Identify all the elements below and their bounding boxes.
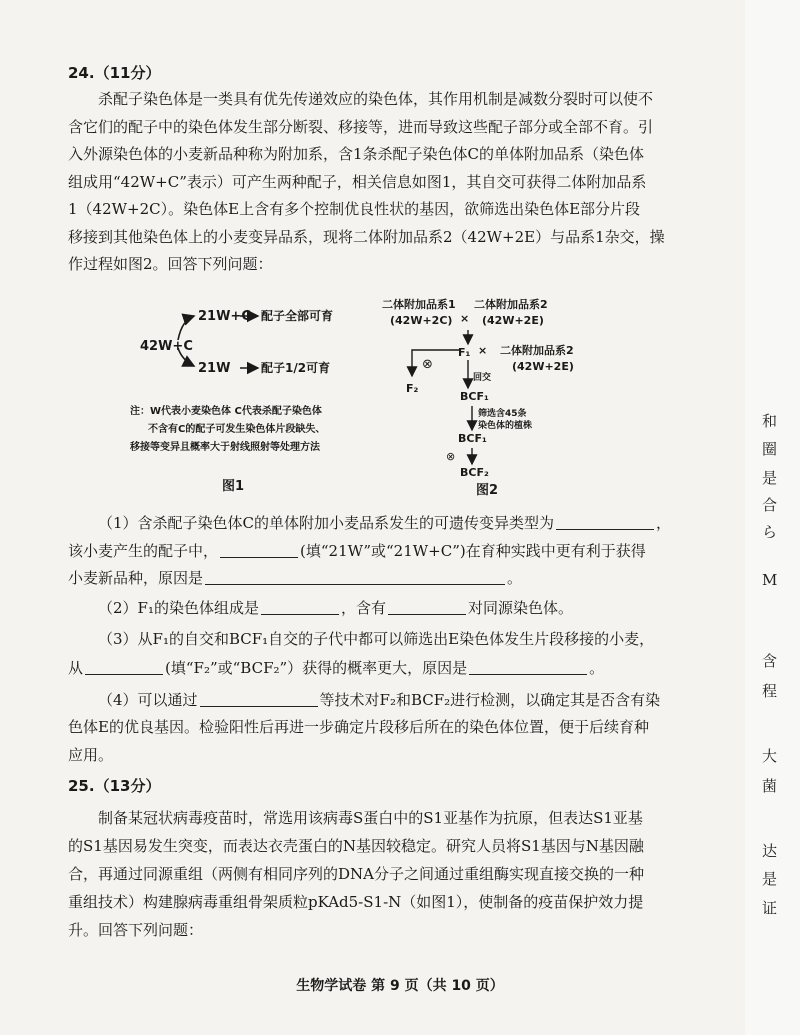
margin-glyph: 大 [762,747,778,765]
margin-glyph: 合 [762,496,778,514]
fig2-p2-name: 二体附加品系2 [474,298,548,311]
sub3-line-1: （3）从F₁的自交和BCF₁自交的子代中都可以筛选出E染色体发生片段移接的小麦， [98,630,655,648]
fig2-bcf1-b: BCF₁ [458,432,487,445]
answer-blank-7[interactable] [469,658,587,675]
sub1-line-1 [98,512,671,533]
sub2-text-2: ，含有 [340,599,386,617]
margin-glyph: 含 [762,652,778,670]
page-footer: 生物学试卷 第 9 页（共 10 页） [296,978,504,994]
intro-line-1: 杀配子染色体是一类具有优先传递效应的染色体，其作用机制是减数分裂时可以使不 [98,90,654,108]
intro-line-7: 作过程如图2。回答下列问题： [68,255,273,273]
question-24-header: 24.（11分） [68,64,161,82]
margin-glyph: ら [762,523,778,541]
fig2-backcross: 回交 [473,373,492,383]
fig2-arrow-f2 [412,350,460,376]
margin-glyph: 达 [762,842,778,860]
margin-glyph: 是 [762,870,778,888]
sub2-text-1: （2）F₁的染色体组成是 [98,599,259,617]
fig2-selfing-2: ⊗ [446,450,456,463]
answer-blank-4[interactable] [261,598,339,615]
intro-line-4: 组成用“42W+C”表示）可产生两种配子，相关信息如图1，其自交可获得二体附加品系 [68,173,647,191]
sub1-text-1: （1）含杀配子染色体C的单体附加小麦品系发生的可遗传变异类型为 [98,514,555,532]
q25-line-5: 升。回答下列问题： [68,921,204,939]
answer-blank-5[interactable] [388,598,466,615]
sub1-text-5: 小麦新品种，原因是 [68,569,204,587]
intro-line-6: 移接到其他染色体上的小麦变异品系，现将二体附加品系2（42W+2E）与品系1杂交，操 [68,228,665,246]
sub4-text-1: （4）可以通过 [98,691,198,709]
margin-glyph: 证 [762,899,778,917]
fig1-top-result: 配子全部可育 [261,309,334,323]
q25-line-2: 的S1基因易发生突变，而表达衣壳蛋白的N基因较稳定。研究人员将S1基因与N基因融 [68,837,644,855]
sub4-line-3: 应用。 [68,746,114,764]
fig2-label: 图2 [476,483,499,498]
fig2-screen-2: 染色体的植株 [478,421,533,431]
sub1-text-4: (填“21W”或“21W+C”)在育种实践中更有利于获得 [300,542,646,560]
sub4-line-2: 色体E的优良基因。检验阳性后再进一步确定片段移后所在的染色体位置，便于后续育种 [68,718,649,736]
question-25-header: 25.（13分） [68,777,161,795]
margin-glyph: 是 [762,469,778,487]
margin-glyph: 圈 [762,440,778,458]
margin-glyph: 和 [762,412,778,430]
fig1-branch-top: 21W+C [198,309,251,324]
fig1-parent: 42W+C [140,339,193,354]
margin-glyph: M [762,571,778,589]
intro-line-3: 入外源染色体的小麦新品种称为附加系，含1条杀配子染色体C的单体附加品系（染色体 [68,145,645,163]
fig2-cross-1: × [460,312,470,325]
sub1-line-2 [68,540,646,561]
q25-line-4: 重组技术）构建腺病毒重组骨架质粒pKAd5-S1-N（如图1），使制备的疫苗保护效力提 [68,893,644,911]
intro-line-2: 含它们的配子中的染色体发生部分断裂、移接等，进而导致这些配子部分或全部不育。引 [68,118,654,136]
answer-blank-2[interactable] [220,541,298,558]
intro-line-5: 1（42W+2C）。染色体E上含有多个控制优良性状的基因，欲筛选出染色体E部分片段 [68,200,641,218]
fig2-p1-formula: (42W+2C) [390,314,453,327]
fig2-p2-formula: (42W+2E) [482,314,544,327]
fig1-bottom-result: 配子1/2可育 [261,361,331,375]
fig1-note-3: 移接等变异且概率大于射线照射等处理方法 [130,442,320,453]
sub4-line-1 [98,689,660,710]
fig2-bcf1: BCF₁ [460,390,489,403]
fig2-screen-1: 筛选含45条 [478,409,527,419]
figure-2 [382,297,574,498]
sub3-text-2: (填“F₂”或“BCF₂”）获得的概率更大，原因是 [165,659,468,677]
fig2-f2: F₂ [406,382,419,395]
sub1-text-3: 该小麦产生的配子中， [68,542,219,560]
fig2-f1: F₁ [458,346,471,359]
fig2-p1-name: 二体附加品系1 [382,298,456,311]
fig2-selfing-1: ⊗ [422,357,433,372]
fig2-p3-name: 二体附加品系2 [500,344,574,357]
fig2-p3-formula: (42W+2E) [512,360,574,373]
q25-line-1: 制备某冠状病毒疫苗时，常选用该病毒S蛋白中的S1亚基作为抗原，但表达S1亚基 [98,809,643,827]
sub1-text-6: 。 [507,569,523,587]
sub1-line-3 [68,567,522,588]
figures [120,288,680,506]
sub2-line [98,597,573,618]
answer-blank-1[interactable] [556,513,654,530]
sub1-text-2: ， [656,514,672,532]
figure-1 [129,308,333,494]
fig1-label: 图1 [222,479,245,494]
sub3-text-3: 。 [589,659,605,677]
sub3-text-1: 从 [68,659,84,677]
q25-line-3: 合，再通过同源重组（两侧有相同序列的DNA分子之间通过重组酶实现直接交换的一种 [68,865,644,883]
fig1-branch-bottom: 21W [198,361,231,376]
fig1-arrow-top [178,316,194,340]
sub4-text-2: 等技术对F₂和BCF₂进行检测，以确定其是否含有染 [319,691,661,709]
sub2-text-3: 对同源染色体。 [467,599,573,617]
margin-glyph: 菌 [762,777,778,795]
answer-blank-3[interactable] [205,568,505,585]
answer-blank-8[interactable] [200,690,318,707]
fig1-note-1: 注：W代表小麦染色体 C代表杀配子染色体 [130,406,322,417]
sub3-line-2 [68,657,604,678]
fig1-note-2: 不含有C的配子可发生染色体片段缺失、 [148,424,326,435]
fig2-cross-2: × [478,344,488,357]
margin-glyph: 程 [762,682,778,700]
answer-blank-6[interactable] [85,658,163,675]
fig2-bcf2: BCF₂ [460,466,489,479]
